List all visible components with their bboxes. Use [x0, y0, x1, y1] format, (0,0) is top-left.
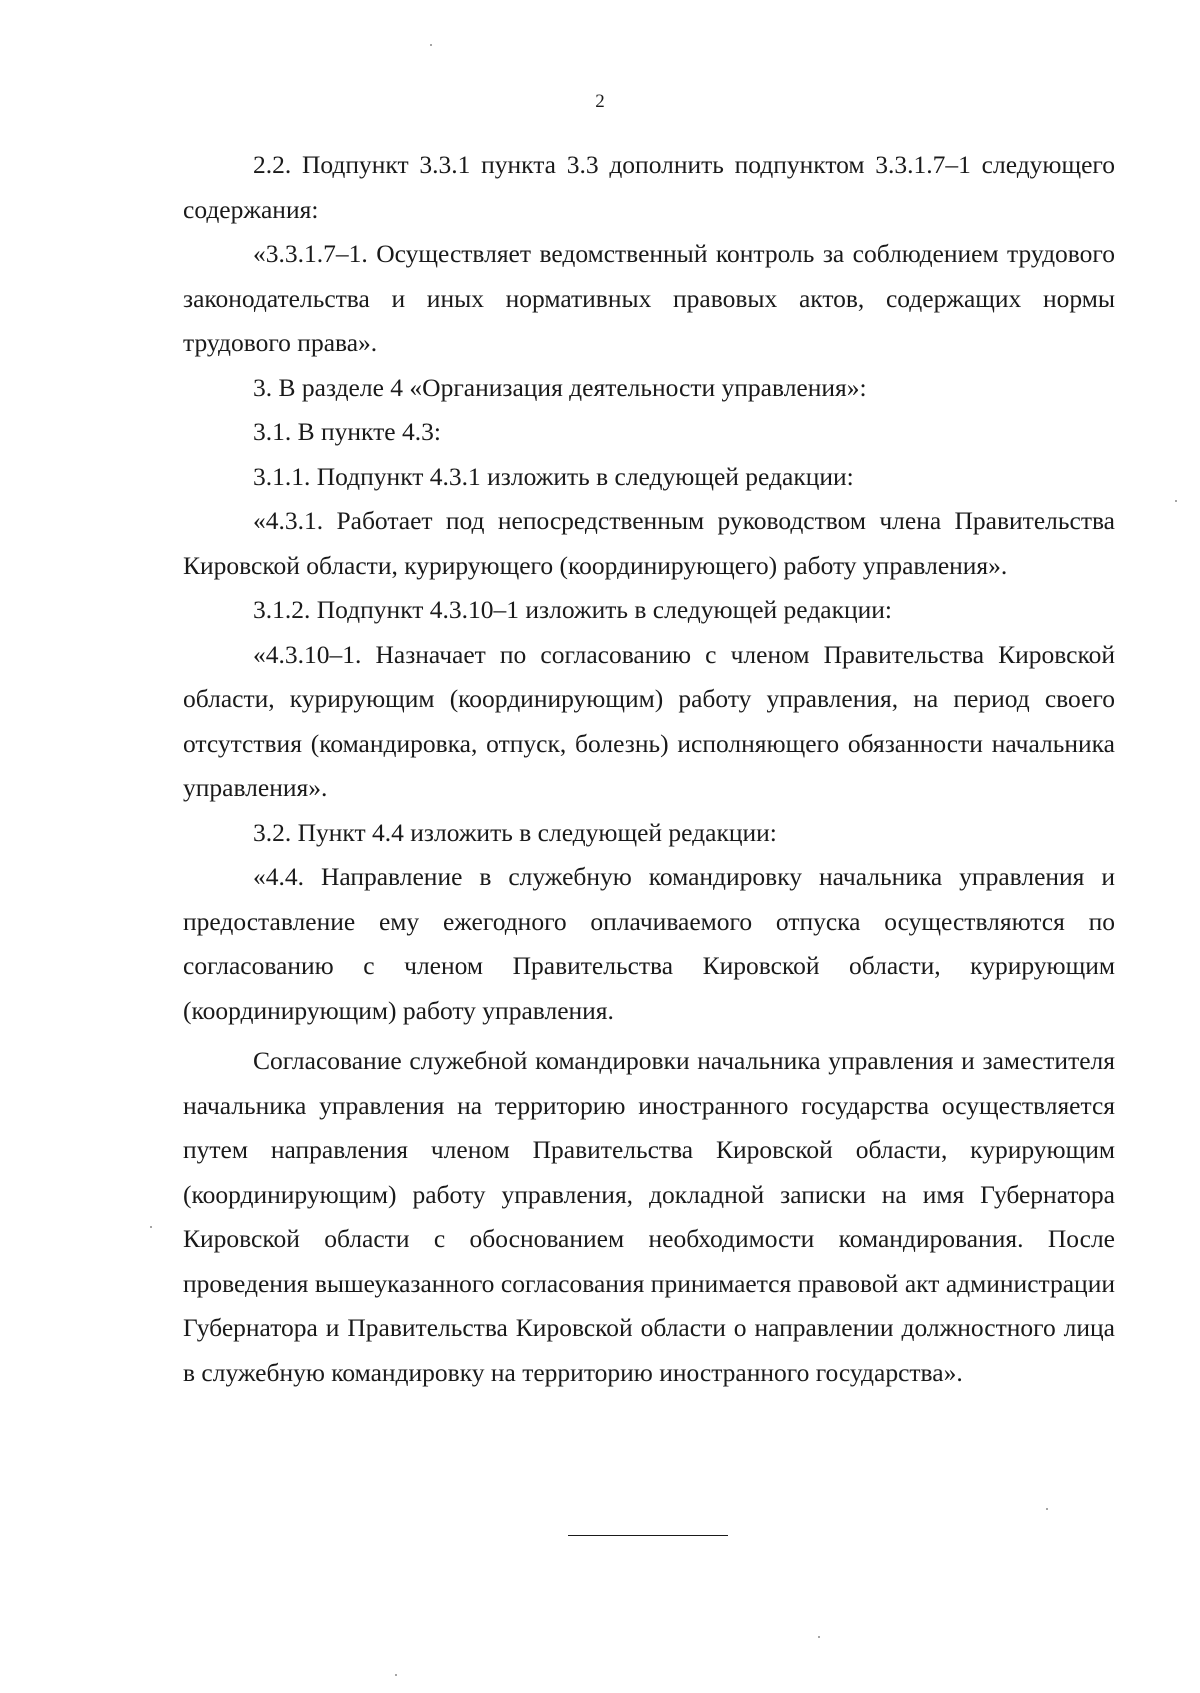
paragraph-4-3-10-1: «4.3.10–1. Назначает по согласованию с членом Правительства Кировской области, курирующим (координирующим) работу управления, на период своего отсутствия (командировка, отпуск, болезнь) исполняющего обязанности начальника управления».	[183, 639, 1115, 802]
scan-speck	[818, 1636, 820, 1638]
end-of-text-rule	[568, 1535, 728, 1536]
paragraph-3-1-1: 3.1.1. Подпункт 4.3.1 изложить в следующей редакции:	[253, 461, 854, 491]
paragraph-agreement: Согласование служебной командировки начальника управления и заместителя начальника управления на территорию иностранного государства осуществляется путем направления членом Правительства Кировской области, курирующим (координирующим) работу управления, докладной записки на имя Губернатора Кировской области с обоснованием необходимости командирования. После проведения вышеуказанного согласования принимается правовой акт администрации Губернатора и Правительства Кировской области о направлении должностного лица в служебную командировку на территорию иностранного государства».	[183, 1046, 1115, 1387]
scan-speck	[430, 44, 432, 46]
document-body	[183, 143, 1115, 1395]
scan-speck	[395, 1674, 397, 1676]
scan-speck	[1175, 500, 1177, 502]
scan-speck	[1046, 1508, 1048, 1510]
page-number: 2	[595, 91, 605, 112]
paragraph-4-4: «4.4. Направление в служебную командировку начальника управления и предоставление ему ежегодного оплачиваемого отпуска осуществляются по согласованию с членом Правительства Кировской области, курирующим (координирующим) работу управления.	[183, 862, 1115, 1025]
paragraph-3-1: 3.1. В пункте 4.3:	[253, 417, 441, 446]
paragraph-section-3: 3. В разделе 4 «Организация деятельности управления»:	[253, 372, 867, 402]
paragraph-3-2: 3.2. Пункт 4.4 изложить в следующей редакции:	[253, 817, 777, 847]
paragraph-4-3-1: «4.3.1. Работает под непосредственным руководством члена Правительства Кировской области, курирующего (координирующего) работу управления».	[183, 506, 1115, 580]
paragraph-3-3-1-7-1: «3.3.1.7–1. Осуществляет ведомственный контроль за соблюдением трудового законодательства и иных нормативных правовых актов, содержащих нормы трудового права».	[183, 239, 1115, 357]
paragraph-3-1-2: 3.1.2. Подпункт 4.3.10–1 изложить в следующей редакции:	[253, 595, 892, 624]
scan-speck	[150, 1226, 152, 1228]
paragraph-2-2: 2.2. Подпункт 3.3.1 пункта 3.3 дополнить подпунктом 3.3.1.7–1 следующего содержания:	[183, 150, 1115, 224]
